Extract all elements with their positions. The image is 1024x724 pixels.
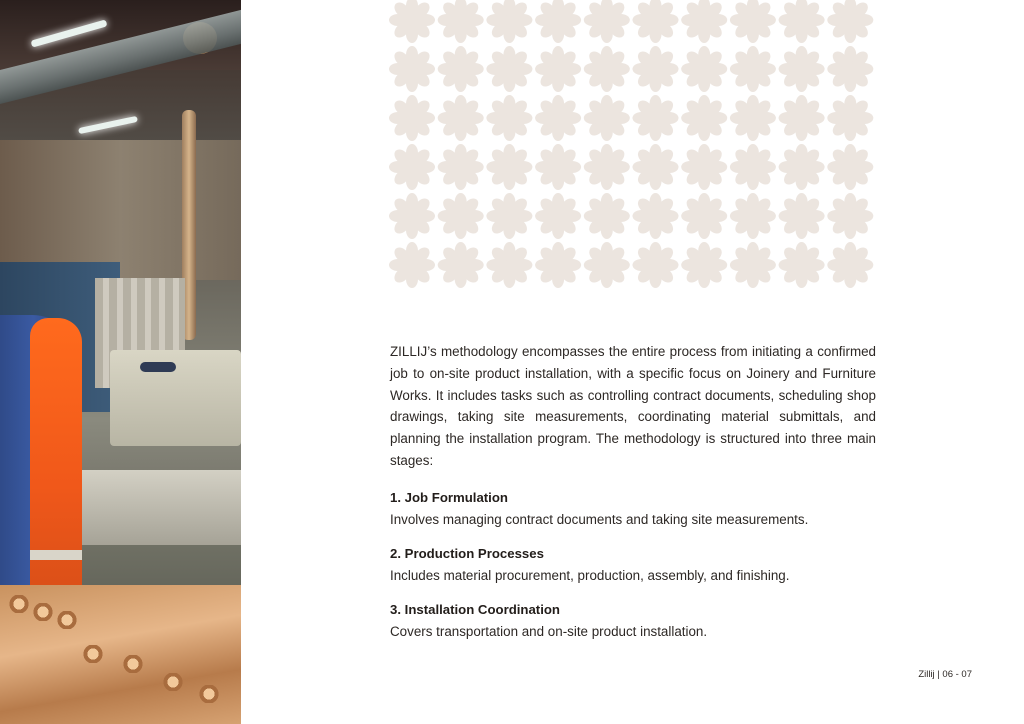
flower-motif: [779, 144, 825, 190]
flower-motif: [730, 193, 776, 239]
flower-motif: [681, 0, 727, 43]
flower-motif: [438, 242, 484, 288]
flower-motif: [486, 46, 532, 92]
factory-wall: [0, 140, 241, 280]
stage-description: Covers transportation and on-site product installation.: [390, 624, 708, 639]
flower-motif: [827, 0, 873, 43]
wood-carving: [0, 585, 241, 724]
stage-description: Involves managing contract documents and taking site measurements.: [390, 512, 809, 527]
stage-title: 1. Job Formulation: [390, 490, 508, 505]
flower-motif: [779, 242, 825, 288]
safety-vest: [30, 318, 82, 598]
flower-motif: [389, 193, 435, 239]
flower-motif: [779, 0, 825, 43]
flower-motif: [438, 95, 484, 141]
flower-motif: [827, 95, 873, 141]
floral-pattern: [388, 0, 878, 290]
flower-motif: [535, 95, 581, 141]
carving-ornament: [160, 673, 186, 691]
flower-motif: [633, 144, 679, 190]
flower-motif: [486, 144, 532, 190]
flower-motif: [827, 193, 873, 239]
stage-description: Includes material procurement, production, assembly, and finishing.: [390, 568, 790, 583]
flower-motif: [730, 242, 776, 288]
machine-logo: [140, 362, 176, 372]
carving-ornament: [196, 685, 222, 703]
flower-motif: [779, 193, 825, 239]
flower-motif: [535, 193, 581, 239]
flower-motif: [681, 95, 727, 141]
carving-ornament: [30, 603, 56, 621]
flower-motif: [486, 242, 532, 288]
flower-motif: [633, 242, 679, 288]
flower-motif: [584, 242, 630, 288]
flower-motif: [779, 95, 825, 141]
flower-motif: [681, 46, 727, 92]
flower-motif: [779, 46, 825, 92]
flower-motif: [584, 95, 630, 141]
flower-motif: [486, 95, 532, 141]
woodworking-machine: [110, 350, 241, 446]
page-footer: Zillij | 06 - 07: [918, 669, 972, 680]
flower-motif: [681, 144, 727, 190]
flower-motif: [389, 95, 435, 141]
flower-motif: [633, 95, 679, 141]
carving-ornament: [54, 611, 80, 629]
flower-motif: [486, 193, 532, 239]
flower-motif: [389, 46, 435, 92]
flower-motif: [584, 193, 630, 239]
flower-motif: [438, 193, 484, 239]
flower-motif: [584, 0, 630, 43]
flower-motif: [827, 144, 873, 190]
stage-production-processes: [390, 544, 890, 586]
flower-motif: [438, 46, 484, 92]
stage-title: 3. Installation Coordination: [390, 602, 560, 617]
flower-motif: [389, 144, 435, 190]
flower-motif: [633, 0, 679, 43]
carving-ornament: [80, 645, 106, 663]
flower-motif: [730, 46, 776, 92]
flower-motif: [584, 144, 630, 190]
flower-motif: [681, 193, 727, 239]
flower-motif: [389, 0, 435, 43]
carving-ornament: [120, 655, 146, 673]
ceiling-light: [78, 116, 138, 134]
floral-pattern-svg: [388, 0, 878, 290]
carving-ornament: [6, 595, 32, 613]
flower-motif: [730, 95, 776, 141]
flower-motif: [535, 46, 581, 92]
stage-title: 2. Production Processes: [390, 546, 544, 561]
flower-motif: [486, 0, 532, 43]
factory-photo: [0, 0, 241, 724]
flower-motif: [535, 0, 581, 43]
flower-motif: [438, 144, 484, 190]
stage-job-formulation: [390, 488, 890, 530]
flower-motif: [633, 193, 679, 239]
flower-motif: [584, 46, 630, 92]
flower-motif: [438, 0, 484, 43]
flower-motif: [730, 144, 776, 190]
stage-installation-coordination: [390, 600, 890, 642]
flower-motif: [535, 144, 581, 190]
flower-motif: [827, 242, 873, 288]
flower-motif: [730, 0, 776, 43]
flower-motif: [389, 242, 435, 288]
flower-motif: [535, 242, 581, 288]
methodology-intro: ZILLIJ’s methodology encompasses the entire process from initiating a confirmed job to on-site product installation, with a specific focus on Joinery and Furniture Works. It includes tasks such as controlling contract documents, scheduling shop drawings, taking site measurements, coordinating material submittals, and planning the installation program. The methodology is structured into three main stages:: [390, 344, 876, 468]
flower-motif: [633, 46, 679, 92]
flower-motif: [827, 46, 873, 92]
flower-motif: [681, 242, 727, 288]
